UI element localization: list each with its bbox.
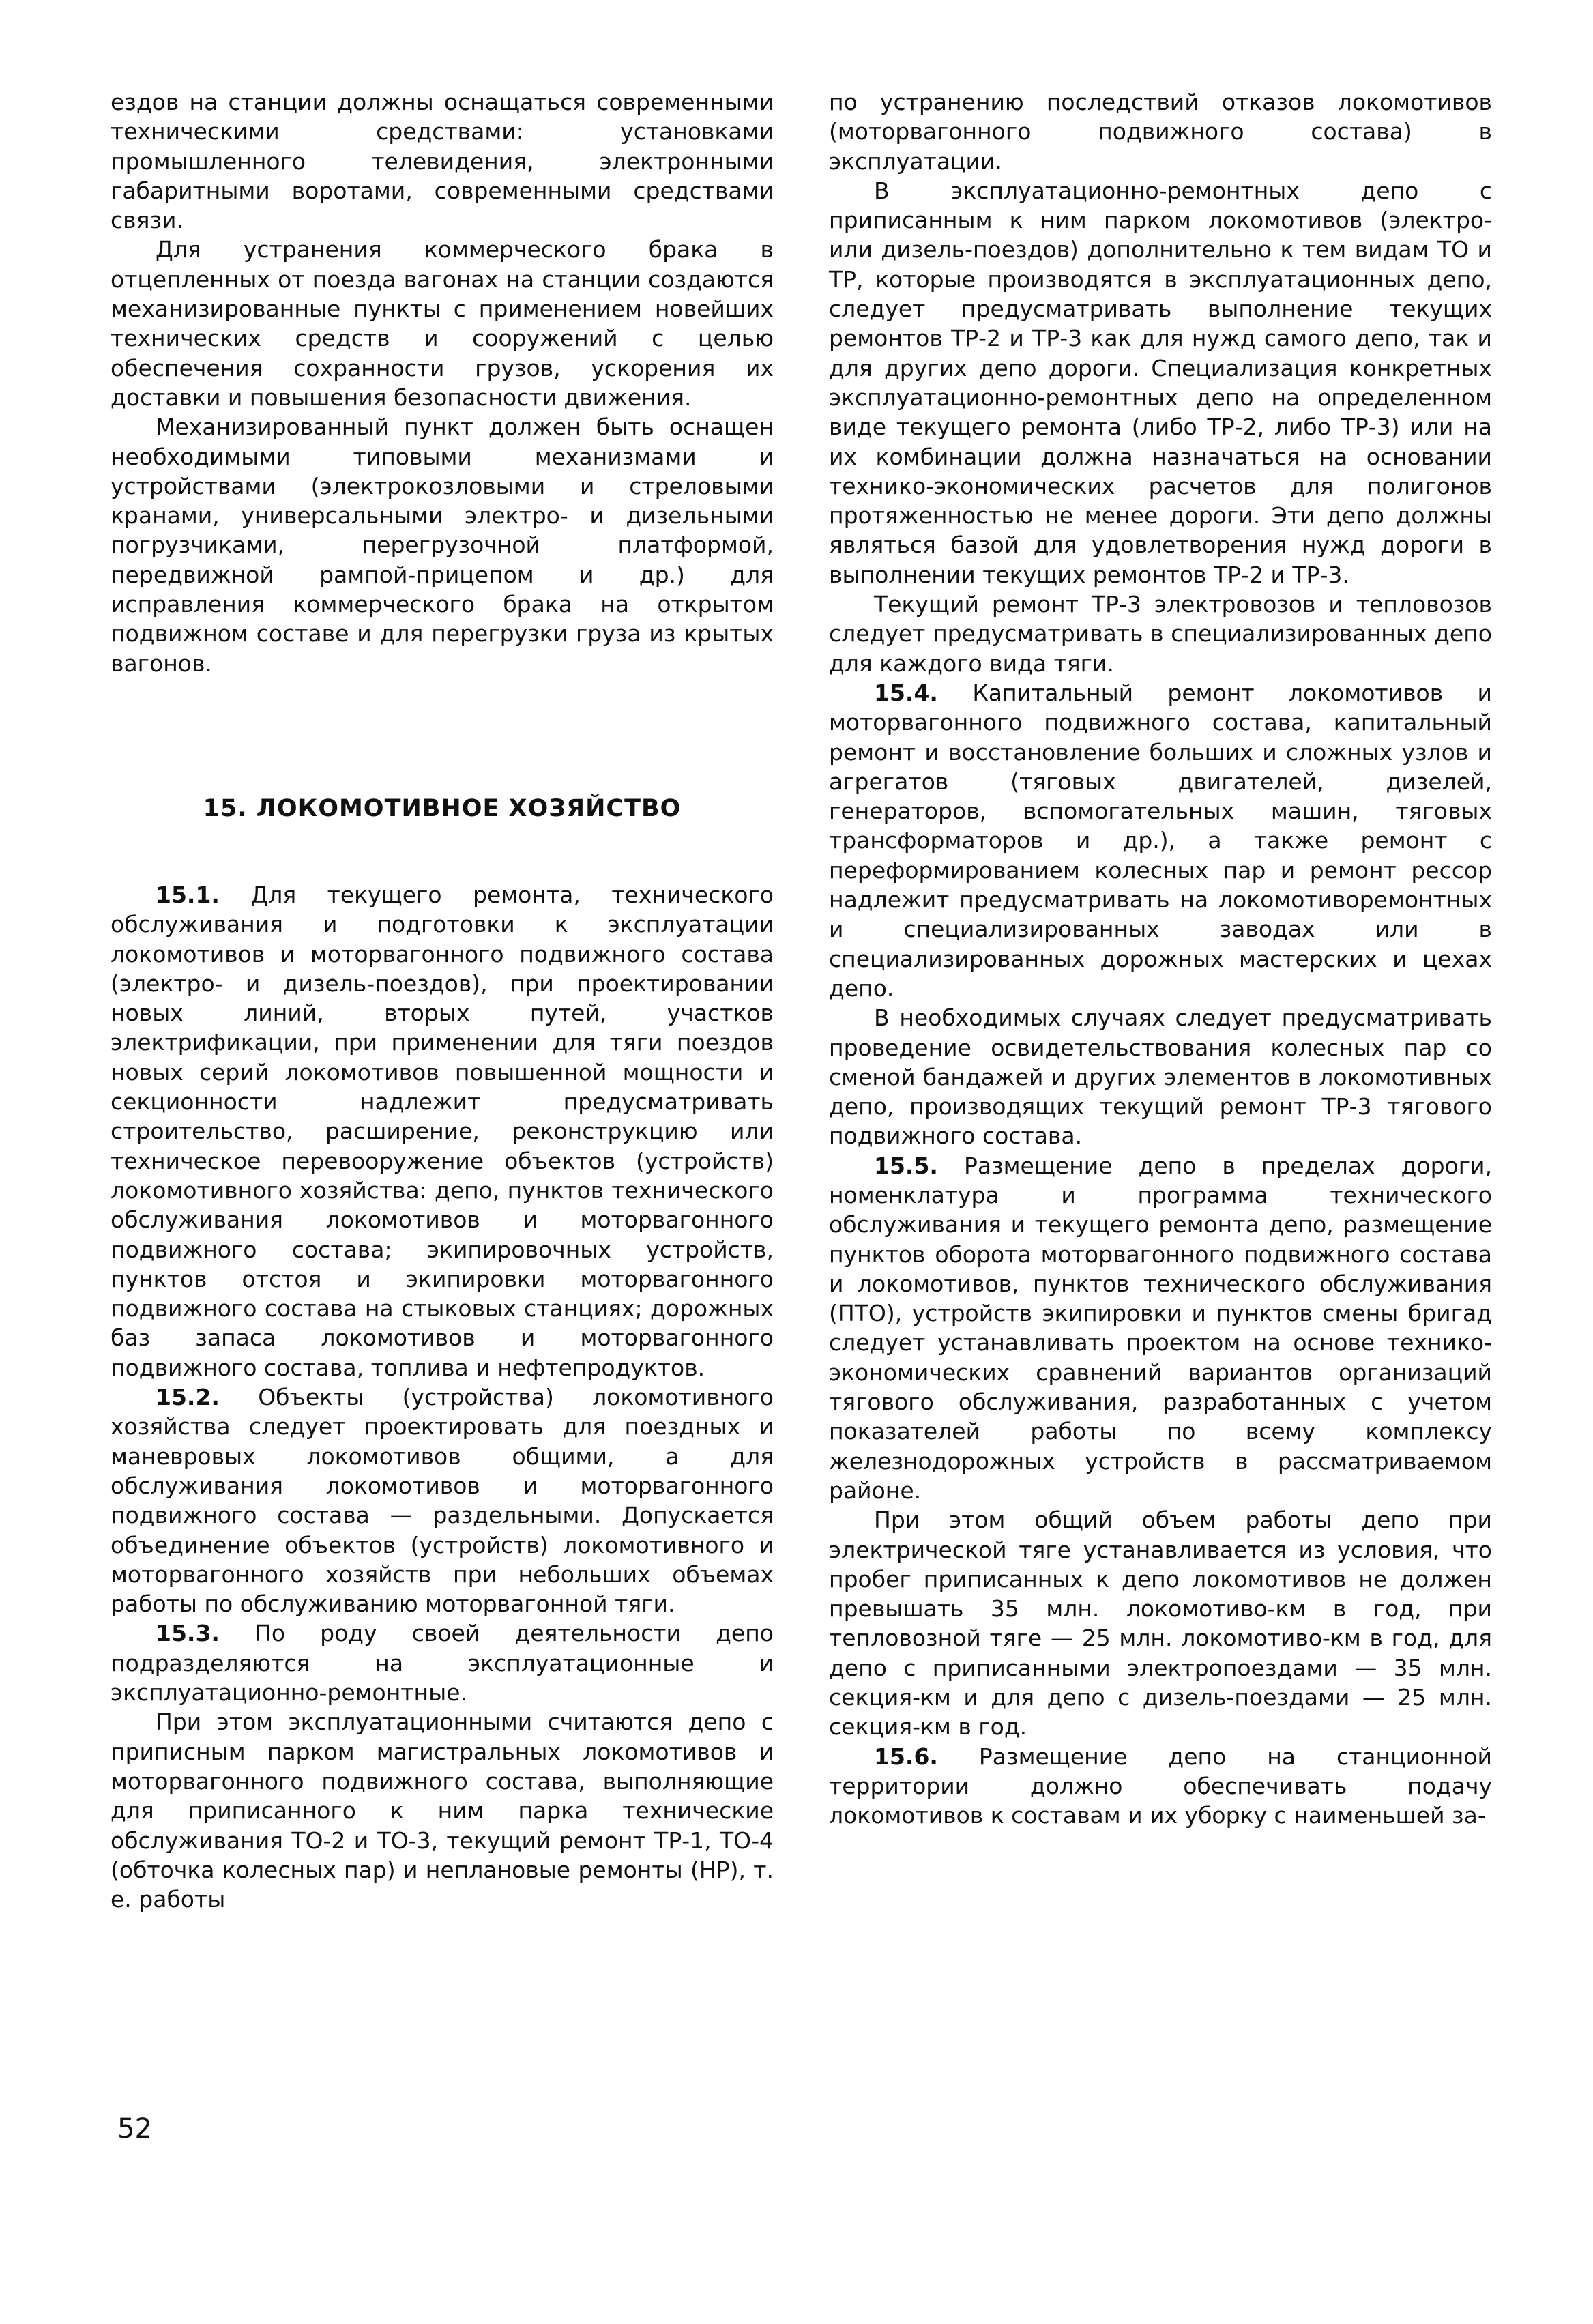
clause-paragraph [111, 1382, 774, 1618]
paragraph [829, 176, 1492, 590]
paragraph-text: В эксплуатационно-ремонтных депо с приписанным к ним парком локомотивов (электро- или дизель-поездов) дополнительно к тем видам ТО и ТР, которые производятся в эксплуатационных депо, следует предусматривать выполнение текущих ремонтов ТР-2 и ТР-3 как для нужд самого депо, так и для других депо дороги. Специализация конкретных эксплуатационно-ремонтных депо на определенном виде текущего ремонта (либо ТР-2, либо ТР-3) или на их комбинации должна назначаться на основании технико-экономических расчетов для полигонов протяженностью не менее дороги. Эти депо должны являться базой для удовлетворения нужд дороги в выполнении текущих ремонтов ТР-2 и ТР-3. [829, 177, 1492, 588]
clause-paragraph [829, 678, 1492, 1003]
section-heading: 15. ЛОКОМОТИВНОЕ ХОЗЯЙСТВО [203, 795, 682, 822]
paragraph [829, 590, 1492, 678]
right-column [829, 87, 1492, 1831]
paragraph-text: Текущий ремонт ТР-3 электровозов и тепловозов следует предусматривать в специализированных депо для каждого вида тяги. [829, 591, 1492, 677]
clause-text: Размещение депо в пределах дороги, номенклатура и программа технического обслуживания и текущего ремонта депо, размещение пунктов оборота моторвагонного подвижного состава и локомотивов, пунктов технического обслуживания (ПТО), устройств экипировки и пунктов смены бригад следует устанавливать проектом на основе технико-экономических сравнений вариантов организаций тягового обслуживания, разработанных с учетом показателей работы по всему комплексу железнодорожных устройств в рассматриваемом районе. [829, 1152, 1492, 1504]
paragraph [111, 1707, 774, 1914]
paragraph-text: При этом общий объем работы депо при электрической тяге устанавливается из условия, что пробег приписанных к депо локомотивов не должен превышать 35 млн. локомотиво-км в год, при тепловозной тяге — 25 млн. локомотиво-км в год, для депо с приписанными электропоездами — 35 млн. секция-км и для депо с дизель-поездами — 25 млн. секция-км в год. [829, 1507, 1492, 1741]
left-column-bottom [111, 880, 774, 1914]
clause-number: 15.4. [874, 679, 938, 706]
paragraph: Механизированный пункт должен быть оснащен необходимыми типовыми механизмами и устройствами (электрокозловыми и стреловыми кранами, универсальными электро- и дизельными погрузчиками, перегрузочной платформой, передвижной рампой-прицепом и др.) для исправления коммерческого брака на открытом подвижном составе и для перегрузки груза из крытых вагонов. [111, 413, 774, 677]
paragraph-text: При этом эксплуатационными считаются депо с приписным парком магистральных локомотивов и моторвагонного подвижного состава, выполняющие для приписанного к ним парка технические обслуживания ТО-2 и ТО-3, текущий ремонт ТР-1, ТО-4 (обточка колесных пар) и неплановые ремонты (НР), т. е. работы [111, 1709, 774, 1913]
clause-number: 15.6. [874, 1743, 938, 1770]
clause-paragraph [111, 1618, 774, 1707]
paragraph: ездов на станции должны оснащаться современными техническими средствами: установками промышленного телевидения, электронными габаритными воротами, современными средствами связи. [111, 89, 774, 234]
left-column-top [111, 87, 774, 678]
clause-paragraph [829, 1151, 1492, 1506]
clause-text: Капитальный ремонт локомотивов и моторвагонного подвижного состава, капитальный ремонт и восстановление больших и сложных узлов и агрегатов (тяговых двигателей, дизелей, генераторов, вспомогательных машин, тяговых трансформаторов и др.), а также ремонт с переформированием колесных пар и ремонт рессор надлежит предусматривать на локомотиворемонтных и специализированных заводах или в специализированных дорожных мастерских и цехах депо. [829, 679, 1492, 1002]
page-number: 52 [117, 2113, 152, 2145]
clause-text: Для текущего ремонта, технического обслуживания и подготовки к эксплуатации локомотивов и моторвагонного подвижного состава (электро- и дизель-поездов), при проектировании новых линий, вторых путей, участков электрификации, при применении для тяги поездов новых серий локомотивов повышенной мощности и секционности надлежит предусматривать строительство, расширение, реконструкцию или техническое перевооружение объектов (устройств) локомотивного хозяйства: депо, пунктов технического обслуживания локомотивов и моторвагонного подвижного состава; экипировочных устройств, пунктов отстоя и экипировки моторвагонного подвижного состава на стыковых станциях; дорожных баз запаса локомотивов и моторвагонного подвижного состава, топлива и нефтепродуктов. [111, 882, 774, 1381]
clause-number: 15.3. [156, 1620, 220, 1647]
clause-text: Размещение депо на станционной территории должно обеспечивать подачу локомотивов к составам и их уборку с наименьшей за- [829, 1743, 1492, 1829]
clause-number: 15.2. [156, 1384, 220, 1411]
paragraph-text: В необходимых случаях следует предусматривать проведение освидетельствования колесных пар со сменой бандажей и других элементов в локомотивных депо, производящих текущий ремонт ТР-3 тягового подвижного состава. [829, 1004, 1492, 1150]
clause-number: 15.1. [156, 882, 220, 908]
clause-text: По роду своей деятельности депо подразделяются на эксплуатационные и эксплуатационно-ремонтные. [111, 1620, 774, 1706]
paragraph [829, 87, 1492, 176]
paragraph [829, 1505, 1492, 1741]
paragraph-text: по устранению последствий отказов локомотивов (моторвагонного подвижного состава) в эксплуатации. [829, 89, 1492, 175]
clause-number: 15.5. [874, 1152, 938, 1179]
paragraph: Для устранения коммерческого брака в отцепленных от поезда вагонах на станции создаются механизированные пункты с применением новейших технических средств и сооружений с целью обеспечения сохранности грузов, ускорения их доставки и повышения безопасности движения. [111, 236, 774, 411]
clause-text: Объекты (устройства) локомотивного хозяйства следует проектировать для поездных и маневровых локомотивов общими, а для обслуживания локомотивов и моторвагонного подвижного состава — раздельными. Допускается объединение объектов (устройств) локомотивного и моторвагонного хозяйств при небольших объемах работы по обслуживанию моторвагонной тяги. [111, 1384, 774, 1618]
clause-paragraph [111, 880, 774, 1382]
clause-paragraph [829, 1742, 1492, 1831]
paragraph [829, 1003, 1492, 1150]
